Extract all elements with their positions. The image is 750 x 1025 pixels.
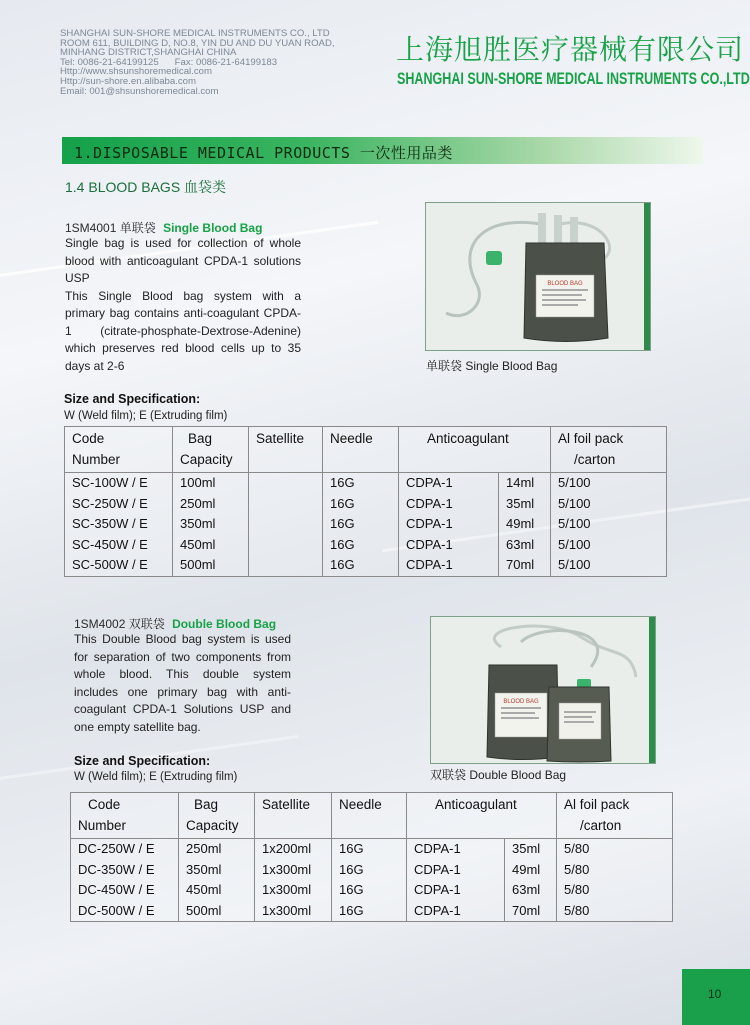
description-paragraph: Single bag is used for collection of whole blood with anticoagulant CPDA-1 solutions USP	[65, 236, 301, 285]
section-title: 1.DISPOSABLE MEDICAL PRODUCTS 一次性用品类	[74, 144, 453, 162]
table-row	[71, 880, 673, 901]
product-description	[65, 235, 301, 375]
spec-heading: Size and Specification:	[64, 392, 201, 406]
cell-anticoagulant: CDPA-1	[399, 494, 499, 515]
alibaba-link[interactable]: Http://sun-shore.en.alibaba.com	[60, 75, 196, 87]
spec-table-single	[64, 426, 667, 577]
cell-satellite	[249, 535, 323, 556]
cell-foil-pack: 5/100	[551, 514, 667, 535]
cell-satellite: 1x300ml	[255, 860, 332, 881]
cell-capacity: 500ml	[173, 555, 249, 576]
cell-capacity: 350ml	[173, 514, 249, 535]
table-header-row	[71, 793, 673, 839]
cell-volume: 63ml	[505, 880, 557, 901]
header-satellite: Satellite	[249, 427, 323, 473]
cell-volume: 49ml	[505, 860, 557, 881]
cell-needle: 16G	[332, 839, 407, 860]
table-header-row	[65, 427, 667, 473]
table-row	[71, 839, 673, 860]
header-needle: Needle	[323, 427, 399, 473]
blood-bag-illustration	[426, 203, 650, 350]
cell-volume: 35ml	[505, 839, 557, 860]
cell-capacity: 500ml	[179, 901, 255, 922]
header-foil: Al foil pack /carton	[557, 793, 673, 839]
cell-needle: 16G	[332, 860, 407, 881]
table-row	[65, 494, 667, 515]
product-code: 1SM4001 单联袋	[65, 221, 156, 235]
cell-volume: 49ml	[499, 514, 551, 535]
cell-foil-pack: 5/80	[557, 839, 673, 860]
cell-capacity: 450ml	[173, 535, 249, 556]
cell-needle: 16G	[323, 473, 399, 494]
cell-capacity: 350ml	[179, 860, 255, 881]
page-number-tab	[682, 969, 750, 1025]
cell-foil-pack: 5/80	[557, 901, 673, 922]
image-caption: 单联袋 Single Blood Bag	[426, 359, 558, 373]
cell-satellite: 1x200ml	[255, 839, 332, 860]
cell-needle: 16G	[332, 901, 407, 922]
cell-satellite	[249, 473, 323, 494]
description-paragraph: This Single Blood bag system with a primary bag contains anti-coagulant CPDA-1 (citrate-phosphate-Dextrose-Adenine) which preserves red blood cells up to 35 days at 2-6	[65, 288, 301, 373]
double-blood-bag-image	[430, 616, 656, 764]
header-bag: Bag Capacity	[179, 793, 255, 839]
cell-code: DC-450W / E	[71, 880, 179, 901]
table-row	[65, 555, 667, 576]
product-name: Single Blood Bag	[163, 221, 263, 235]
description-paragraph: This Double Blood bag system is used for separation of two components from whole blood. This double system includes one primary bag with anti-coagulant CPDA-1 Solutions USP and one empty satellite bag.	[74, 632, 291, 734]
header-needle: Needle	[332, 793, 407, 839]
header-satellite: Satellite	[255, 793, 332, 839]
cell-capacity: 250ml	[173, 494, 249, 515]
cell-foil-pack: 5/100	[551, 473, 667, 494]
cell-code: DC-500W / E	[71, 901, 179, 922]
cell-code: SC-500W / E	[65, 555, 173, 576]
header-anticoagulant: Anticoagulant	[407, 793, 557, 839]
cell-code: DC-250W / E	[71, 839, 179, 860]
cell-capacity: 450ml	[179, 880, 255, 901]
cell-volume: 70ml	[499, 555, 551, 576]
cell-anticoagulant: CDPA-1	[407, 860, 505, 881]
table-row	[65, 473, 667, 494]
product-description	[74, 631, 291, 736]
image-caption: 双联袋 Double Blood Bag	[430, 768, 567, 782]
company-name-cn: 上海旭胜医疗器械有限公司	[396, 33, 745, 66]
cell-needle: 16G	[323, 555, 399, 576]
cell-anticoagulant: CDPA-1	[407, 880, 505, 901]
cell-capacity: 100ml	[173, 473, 249, 494]
contact-line: ROOM 611, BUILDING D, NO.8, YIN DU AND DU YUAN ROAD,	[60, 37, 335, 49]
contact-line: SHANGHAI SUN-SHORE MEDICAL INSTRUMENTS CO., LTD	[60, 28, 330, 39]
product-title	[65, 219, 262, 236]
cell-code: DC-350W / E	[71, 860, 179, 881]
section-bar	[62, 137, 703, 164]
cell-anticoagulant: CDPA-1	[407, 839, 505, 860]
cell-anticoagulant: CDPA-1	[399, 535, 499, 556]
spec-subheading: W (Weld film); E (Extruding film)	[64, 410, 228, 422]
cell-needle: 16G	[323, 535, 399, 556]
header-bag: Bag Capacity	[173, 427, 249, 473]
bag-label-text: BLOOD BAG	[547, 281, 583, 287]
cell-satellite: 1x300ml	[255, 880, 332, 901]
cell-volume: 35ml	[499, 494, 551, 515]
header-code: Code Number	[65, 427, 173, 473]
cell-foil-pack: 5/100	[551, 555, 667, 576]
product-code: 1SM4002 双联袋	[74, 617, 165, 631]
table-row	[65, 514, 667, 535]
company-contact-block	[60, 29, 335, 96]
cell-needle: 16G	[332, 880, 407, 901]
table-row	[71, 860, 673, 881]
cell-needle: 16G	[323, 494, 399, 515]
header-code: Code Number	[71, 793, 179, 839]
page-number: 10	[708, 987, 722, 1001]
cell-satellite	[249, 494, 323, 515]
cell-needle: 16G	[323, 514, 399, 535]
product-name: Double Blood Bag	[172, 617, 277, 631]
cell-volume: 70ml	[505, 901, 557, 922]
contact-line: MINHANG DISTRICT,SHANGHAI CHINA	[60, 47, 237, 59]
spec-heading: Size and Specification:	[74, 754, 211, 768]
cell-anticoagulant: CDPA-1	[399, 555, 499, 576]
product-title	[74, 615, 276, 632]
bag-label-text: BLOOD BAG	[503, 699, 539, 705]
cell-foil-pack: 5/100	[551, 535, 667, 556]
cell-foil-pack: 5/80	[557, 880, 673, 901]
spec-subheading: W (Weld film); E (Extruding film)	[74, 771, 238, 783]
cell-satellite	[249, 514, 323, 535]
cell-code: SC-450W / E	[65, 535, 173, 556]
single-blood-bag-image	[425, 202, 651, 351]
cell-anticoagulant: CDPA-1	[399, 514, 499, 535]
cell-anticoagulant: CDPA-1	[407, 901, 505, 922]
cell-volume: 63ml	[499, 535, 551, 556]
website-link[interactable]: Http://www.shsunshoremedical.com	[60, 66, 212, 78]
spec-table-double	[70, 792, 673, 922]
cell-code: SC-250W / E	[65, 494, 173, 515]
contact-line: Tel: 0086-21-64199125 Fax: 0086-21-64199183	[60, 56, 278, 68]
cell-code: SC-350W / E	[65, 514, 173, 535]
blood-bag-illustration	[431, 617, 655, 763]
company-name-en: SHANGHAI SUN-SHORE MEDICAL INSTRUMENTS CO.,LTD	[397, 70, 750, 88]
table-row	[71, 901, 673, 922]
cell-foil-pack: 5/100	[551, 494, 667, 515]
header-anticoagulant: Anticoagulant	[399, 427, 551, 473]
cell-volume: 14ml	[499, 473, 551, 494]
cell-capacity: 250ml	[179, 839, 255, 860]
table-row	[65, 535, 667, 556]
cell-satellite: 1x300ml	[255, 901, 332, 922]
cell-foil-pack: 5/80	[557, 860, 673, 881]
cell-anticoagulant: CDPA-1	[399, 473, 499, 494]
cell-satellite	[249, 555, 323, 576]
cell-code: SC-100W / E	[65, 473, 173, 494]
needle-cap-icon	[486, 251, 502, 265]
email-link[interactable]: Email: 001@shsunshoremedical.com	[60, 85, 219, 97]
header-foil: Al foil pack /carton	[551, 427, 667, 473]
subsection-title: 1.4 BLOOD BAGS 血袋类	[65, 179, 227, 195]
